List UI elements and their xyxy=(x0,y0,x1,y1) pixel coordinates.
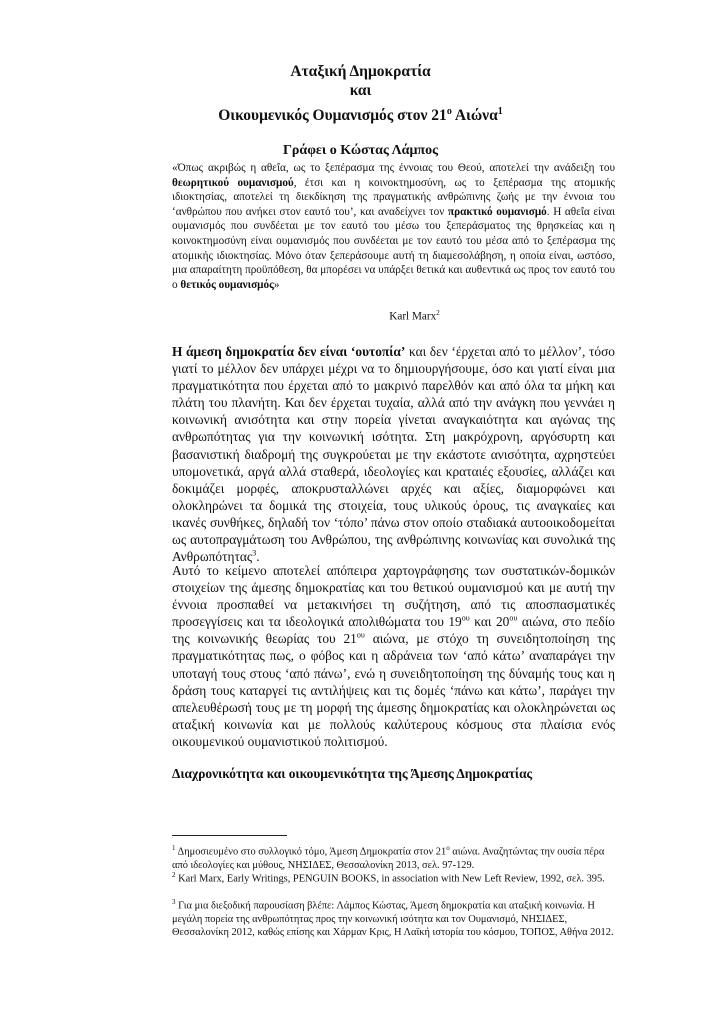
footnote-number: 3 xyxy=(172,898,176,906)
footnote-text: Karl Marx, Early Writings, PENGUIN BOOKS, in association with New Left Review, 1992, σελ. 395. xyxy=(175,873,605,885)
paragraph-text-end: . xyxy=(256,549,260,565)
quote-emphasis: θεωρητικού ουμανισμού xyxy=(172,176,294,189)
footnote-number: 1 xyxy=(172,844,176,852)
quote-attribution xyxy=(172,306,615,324)
title-text-end: Αιώνα xyxy=(451,107,498,125)
footnote-1 xyxy=(172,842,622,872)
epigraph-quote xyxy=(172,161,615,292)
footnote-text: Για μια διεξοδική παρουσίαση βλέπε: Λάμπος Κώστας, Άμεση δημοκρατία και αταξική κοινωνία. Η μεγάλη πορεία της ανθρωπότητας προς την κοινωνική ισότητα και τον Ουμανισμό, ΝΗΣΙΔΕΣ, Θεσσαλονίκη 2012, καθώς επίσης και Χάρμαν Κρις, Η Λαϊκή ιστορία του κόσμου, ΤΟΠΟΣ, Αθήνα 2012. xyxy=(172,900,614,938)
footnote-ref-3: 3 xyxy=(252,548,257,558)
ordinal-superscript: ο xyxy=(446,844,450,852)
title-text: Οικουμενικός Ουμανισμός στον 21 xyxy=(218,107,447,125)
ordinal-superscript: ο xyxy=(446,106,452,117)
paragraph-text: αιώνα, στο πεδίο της κοινωνικής θεωρίας του 21 xyxy=(172,614,615,647)
footnote-3 xyxy=(172,896,622,939)
paragraph-lead: Η άμεση δημοκρατία δεν είναι ‘ουτοπία’ xyxy=(172,344,406,359)
ordinal-superscript: ου xyxy=(509,613,518,623)
paragraph-text: Αυτό το κείμενο αποτελεί απόπειρα χαρτογράφησης των συστατικών-δομικών στοιχείων της άμεσης δημοκρατίας και του θετικού ουμανισμού και με αυτή την έννοια προσπαθεί να μετακινήσει τη συζήτηση, από τις αποσπασματικές προσεγγίσεις και τα ιδεολογικά απολιθώματα του 19 xyxy=(172,563,615,630)
footnote-separator xyxy=(172,835,287,836)
quote-text: , έτσι και η κοινοκτημοσύνη, ως το ξεπέρασμα της ατομικής ιδιοκτησίας, αποτελεί τη διεκδίκηση της πραγματικής ανθρώπινης ζωής με την έννοια του ‘ανθρώπου που ανήκει στον εαυτό του’, και αναδείχνει τον xyxy=(172,176,615,218)
footnote-text: Δημοσιευμένο στο συλλογικό τόμο, Άμεση Δημοκρατία στον 21 xyxy=(175,846,447,858)
document-title-line2: και xyxy=(349,82,372,99)
document-title-line3 xyxy=(0,102,721,125)
paragraph-text: αιώνα, με στόχο τη συνειδητοποίηση της πραγματικότητας πως, ο φόβος και η αδράνεια των ‘από κάτω’ αναπαράγει την υποταγή τους στους ‘από πάνω’, ενώ η συνειδητοποίηση της δύναμής τους και η δράση τους καταργεί τις αντιλήψεις και τις δομές ‘πάνω και κάτω’, παράγει την απελευθέρωσή τους με τη μορφή της άμεσης δημοκρατίας και ολοκληρώνεται ως αταξική κοινωνία και με πολλούς καλύτερους κόσμους στα πλαίσια ενός οικουμενικού ουμανιστικού πολιτισμού. xyxy=(172,631,615,749)
quote-text: . Η αθεΐα είναι ουμανισμός που συνδέεται με τον εαυτό του μέσω του ξεπεράσματος της θρησκείας και η κοινοκτημοσύνη είναι ουμανισμός που συνδέεται με τον εαυτό του μέσα από το ξεπέρασμα της ατομικής ιδιοκτησίας. Μόνο όταν ξεπεράσουμε αυτή τη διαμεσολάβηση, η οποία είναι, ωστόσο, μια απαραίτητη προϋπόθεση, θα μπορέσει να υπάρξει θετικά και αυθεντικά ως προς τον εαυτό του ο xyxy=(172,205,615,291)
quote-text: » xyxy=(273,278,280,291)
ordinal-superscript: ου xyxy=(356,630,365,640)
author-byline: Γράφει ο Κώστας Λάμπος xyxy=(282,143,438,158)
paragraph-text: και δεν ‘έρχεται από το μέλλον’, τόσο γιατί το μέλλον δεν υπάρχει μέχρι να το δημιουργήσουμε, όσο και γιατί είναι μια πραγματικότητα που έρχεται από το μακρινό παρελθόν και από όλα τα μήκη και πλάτη του πλανήτη. Και δεν έρχεται τυχαία, αλλά από την ανάγκη που γεννάει η κοινωνική ανισότητα και στην πορεία γίνεται αναγκαιότητα και αγώνας της ανθρωπότητας για την κοινωνική ισότητα. Στη μακρόχρονη, αργόσυρτη και βασανιστική διαδρομή της συγκρούεται με την εκάστοτε ανισότητα, αχρηστεύει υπομονετικά, αργά αλλά σταθερά, ιδεολογίες και κραταιές εξουσίες, αλλάζει και δοκιμάζει μορφές, αποκρυσταλλώνει αρχές και αξίες, διαμορφώνει και ολοκληρώνει τα δομικά της στοιχεία, τους υλικούς όρους, τις αναγκαίες και ικανές συνθήκες, δηλαδή τον ‘τόπο’ πάνω στον οποίο σταδιακά αυτοοικοδομείται ως αυτοπραγμάτωση του Ανθρώπου, της ανθρώπινης κοινωνίας και συνολικά της Ανθρωπότητας xyxy=(172,344,615,565)
footnote-number: 2 xyxy=(172,871,176,879)
footnote-text: αιώνα. Αναζητώντας την ουσία πέρα από ιδεολογίες και μύθους, ΝΗΣΙΔΕΣ, Θεσσαλονίκη 2013, σελ. 97-129. xyxy=(172,846,605,871)
paragraph-text: και 20 xyxy=(469,614,510,630)
footnote-ref-2: 2 xyxy=(436,309,440,317)
attribution-name: Karl Marx xyxy=(389,310,437,323)
footnote-ref-1: 1 xyxy=(497,106,503,117)
quote-emphasis: πρακτικό ουμανισμό xyxy=(447,205,547,218)
quote-text: «Όπως ακριβώς η αθεΐα, ως το ξεπέρασμα της έννοιας του Θεού, αποτελεί την ανάδειξη του xyxy=(172,162,615,174)
document-title-line1: Αταξική Δημοκρατία xyxy=(290,63,431,80)
body-paragraph-1 xyxy=(172,343,615,565)
section-heading: Διαχρονικότητα και οικουμενικότητα της Άμεσης Δημοκρατίας xyxy=(172,766,533,781)
ordinal-superscript: ου xyxy=(461,613,470,623)
quote-emphasis: θετικός ουμανισμός xyxy=(180,278,274,291)
footnote-2 xyxy=(172,869,622,886)
body-paragraph-2 xyxy=(172,562,615,750)
